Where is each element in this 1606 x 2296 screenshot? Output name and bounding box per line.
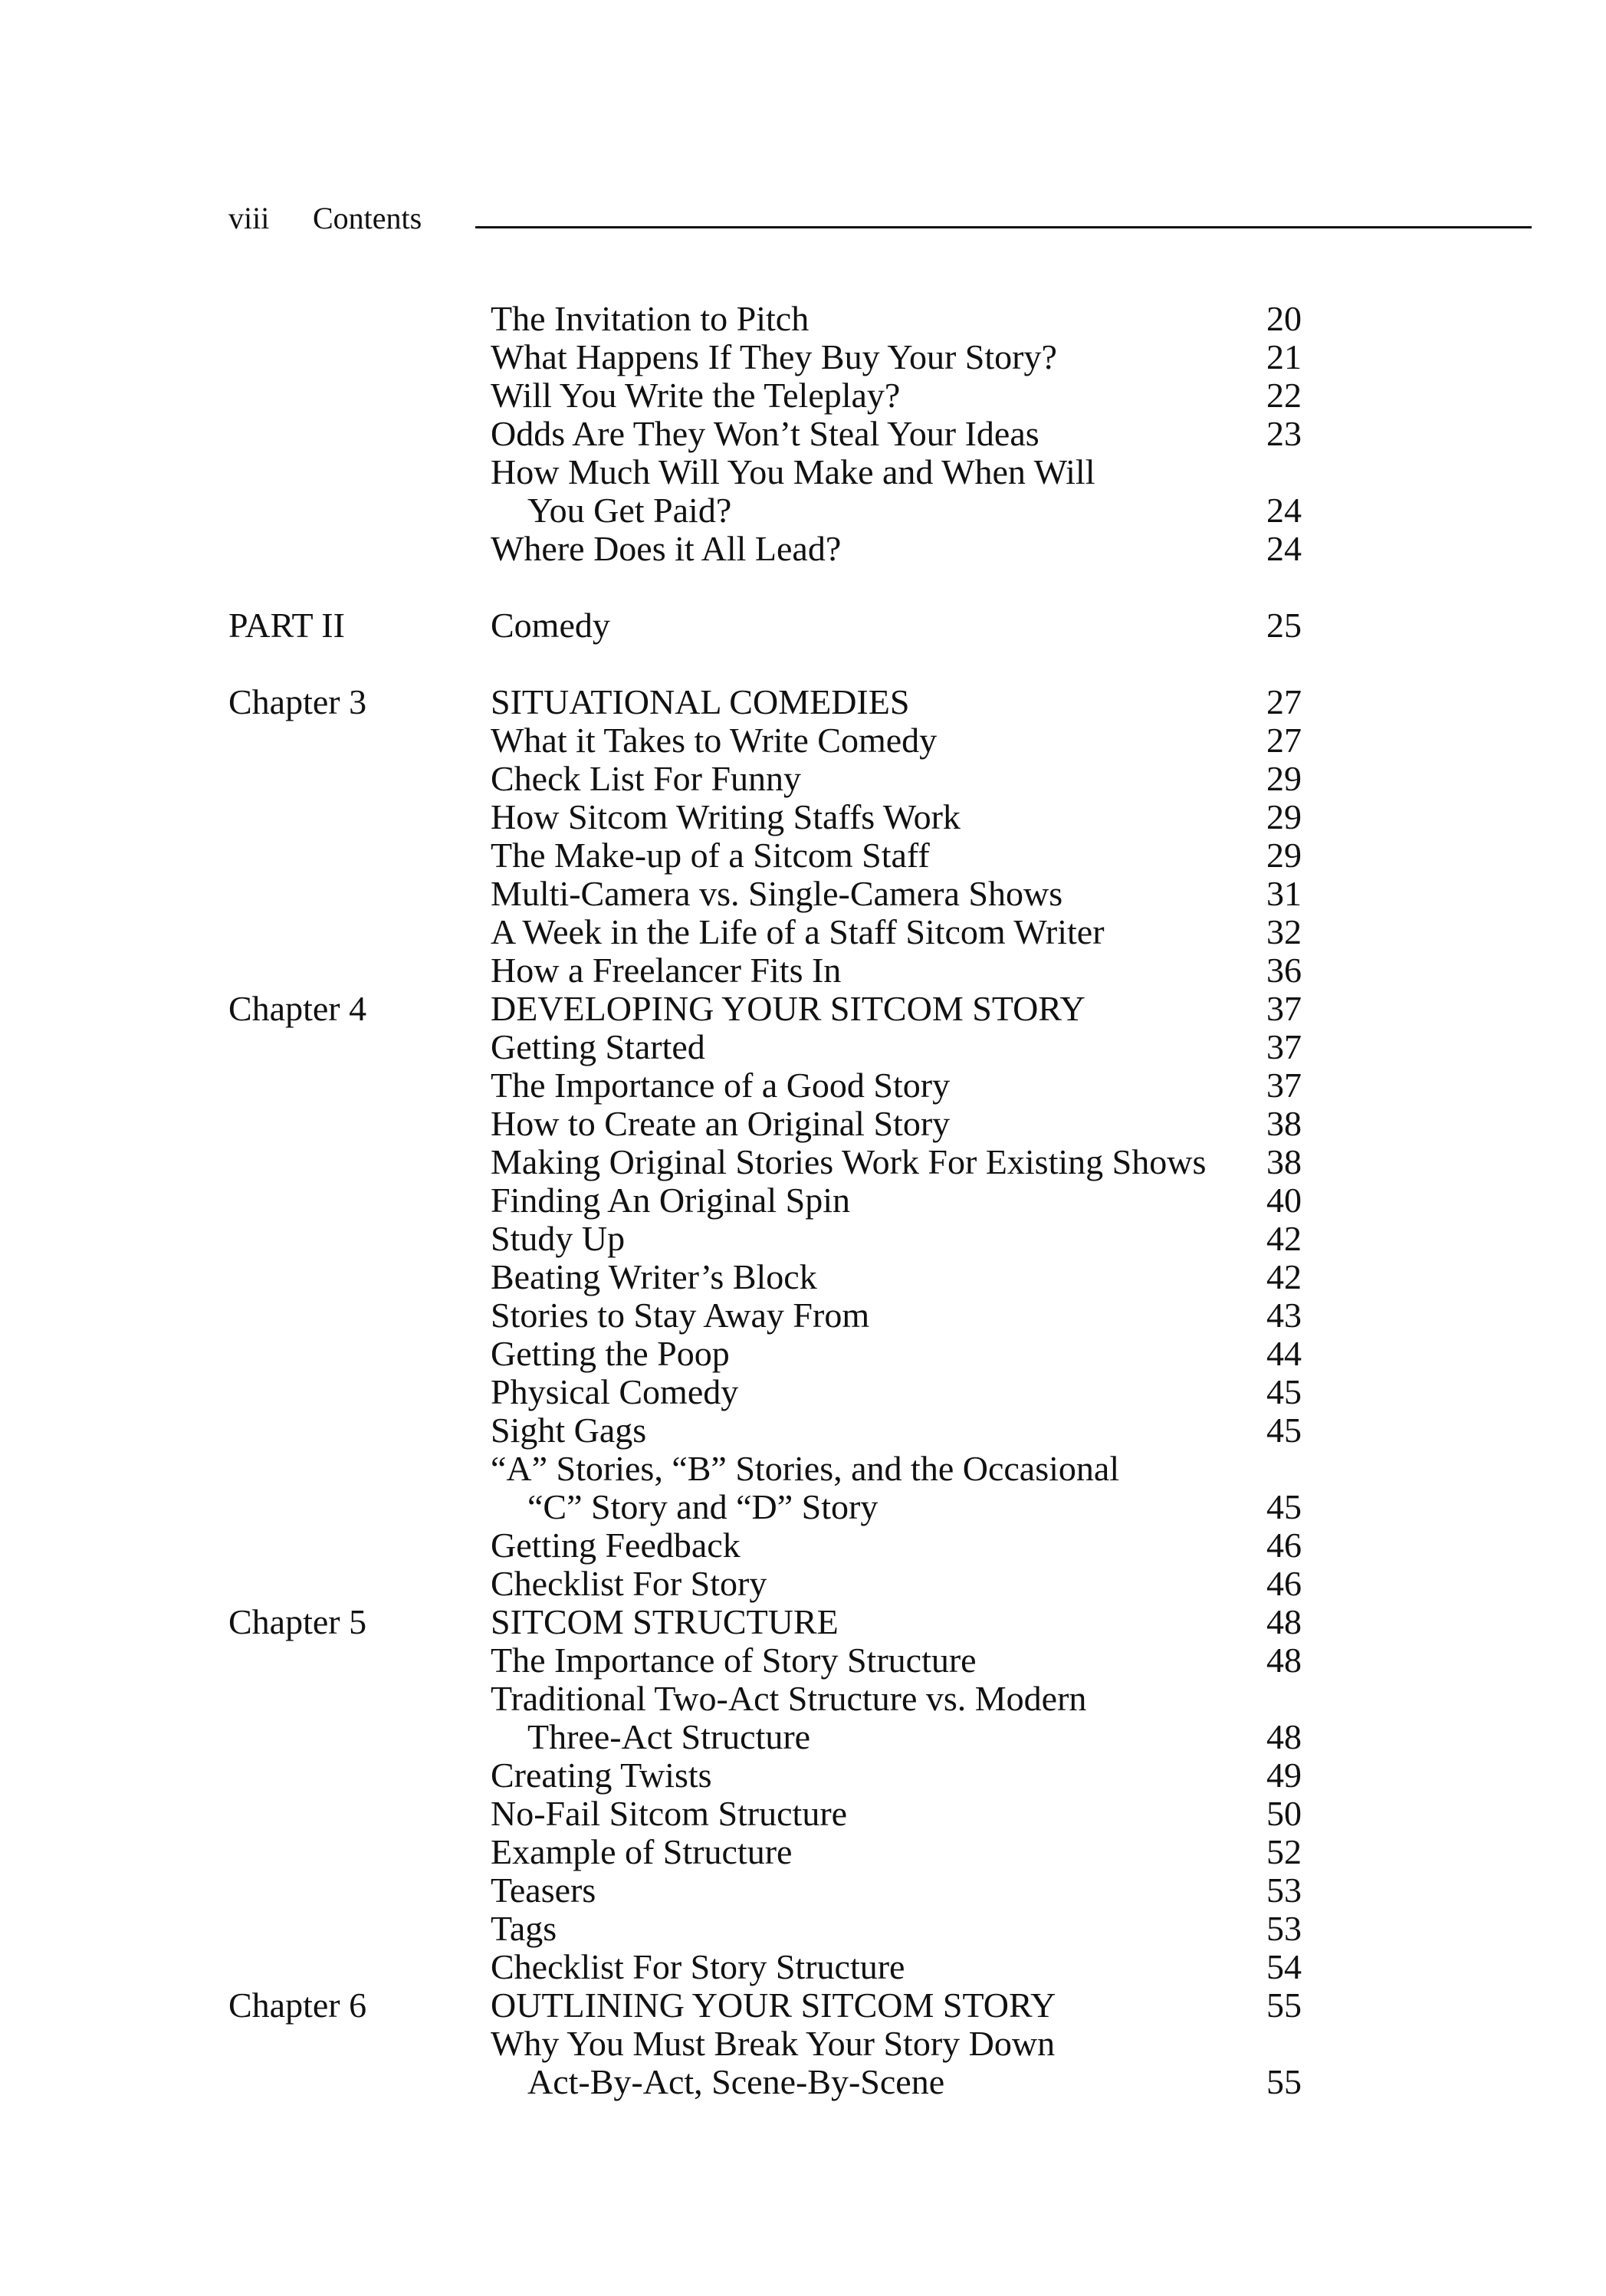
toc-entry-title: Making Original Stories Work For Existing Shows	[491, 1142, 1207, 1181]
toc-entry-title: How Much Will You Make and When Will	[491, 452, 1095, 491]
toc-page-number: 37	[1266, 989, 1302, 1028]
page-number: viii	[228, 201, 270, 235]
toc-page-number: 31	[1266, 874, 1302, 913]
toc-page-number: 37	[1266, 1027, 1302, 1066]
toc-entry-title: “C” Story and “D” Story	[527, 1487, 879, 1526]
toc-section-label: Chapter 6	[228, 1986, 367, 2025]
toc-page-number: 53	[1266, 1871, 1302, 1910]
toc-entry	[228, 1066, 1302, 1105]
toc-entry-title: The Importance of Story Structure	[491, 1641, 977, 1680]
toc-entry	[228, 1296, 1302, 1335]
toc-entry-title: Comedy	[491, 606, 610, 645]
toc-entry	[228, 913, 1302, 951]
toc-page-number: 27	[1266, 682, 1302, 721]
toc-page-number: 55	[1266, 2062, 1302, 2101]
toc-entry	[228, 798, 1302, 836]
toc-section-label: Chapter 3	[228, 682, 367, 721]
table-of-contents	[228, 300, 1302, 2101]
toc-page-number: 29	[1266, 759, 1302, 798]
toc-entry	[228, 1526, 1302, 1565]
toc-entry-title: What Happens If They Buy Your Story?	[491, 337, 1057, 376]
toc-entry-title: How Sitcom Writing Staffs Work	[491, 797, 961, 836]
toc-entry-title: Example of Structure	[491, 1832, 793, 1871]
toc-entry	[228, 1258, 1302, 1296]
toc-entry	[228, 1373, 1302, 1411]
toc-entry	[228, 300, 1302, 338]
toc-page-number: 48	[1266, 1641, 1302, 1680]
toc-page-number: 53	[1266, 1909, 1302, 1948]
toc-entry	[228, 1833, 1302, 1871]
toc-entry-title: Three-Act Structure	[527, 1717, 811, 1756]
toc-entry-title: Finding An Original Spin	[491, 1181, 850, 1220]
toc-page-number: 42	[1266, 1257, 1302, 1296]
toc-page-number: 29	[1266, 797, 1302, 836]
toc-entry-title: Physical Comedy	[491, 1372, 739, 1411]
toc-entry	[228, 2025, 1302, 2063]
toc-page-number: 45	[1266, 1487, 1302, 1526]
toc-entry	[228, 1143, 1302, 1181]
toc-page-number: 29	[1266, 836, 1302, 875]
toc-entry-title: The Invitation to Pitch	[491, 299, 810, 338]
toc-entry-title: Act-By-Act, Scene-By-Scene	[527, 2062, 945, 2101]
toc-entry-title: Checklist For Story	[491, 1564, 767, 1603]
toc-page-number: 40	[1266, 1181, 1302, 1220]
toc-entry-title: SITCOM STRUCTURE	[491, 1602, 839, 1641]
toc-page-number: 42	[1266, 1219, 1302, 1258]
toc-entry	[228, 1411, 1302, 1450]
toc-page-number: 38	[1266, 1142, 1302, 1181]
toc-page-number: 45	[1266, 1411, 1302, 1450]
toc-entry-title: SITUATIONAL COMEDIES	[491, 682, 910, 721]
toc-entry	[228, 1220, 1302, 1258]
toc-entry-title: Multi-Camera vs. Single-Camera Shows	[491, 874, 1063, 913]
toc-page-number: 43	[1266, 1296, 1302, 1335]
toc-page-number: 36	[1266, 951, 1302, 990]
toc-entry	[228, 415, 1302, 453]
toc-entry-title: A Week in the Life of a Staff Sitcom Writer	[491, 912, 1105, 951]
toc-entry-title: Traditional Two-Act Structure vs. Modern	[491, 1679, 1087, 1718]
toc-entry-title: Odds Are They Won’t Steal Your Ideas	[491, 414, 1039, 453]
toc-entry	[228, 1028, 1302, 1066]
toc-entry	[228, 376, 1302, 415]
toc-page-number: 37	[1266, 1066, 1302, 1105]
toc-entry	[228, 760, 1302, 798]
toc-entry	[228, 721, 1302, 760]
toc-entry	[228, 491, 1302, 530]
toc-entry	[228, 1910, 1302, 1948]
toc-entry	[228, 1948, 1302, 1986]
page-header	[228, 195, 1302, 241]
toc-entry	[228, 1181, 1302, 1220]
toc-entry-title: DEVELOPING YOUR SITCOM STORY	[491, 989, 1085, 1028]
toc-entry	[228, 1718, 1302, 1756]
toc-entry-title: Getting the Poop	[491, 1334, 730, 1373]
toc-entry	[228, 1603, 1302, 1641]
toc-entry-title: Check List For Funny	[491, 759, 802, 798]
toc-page-number: 44	[1266, 1334, 1302, 1373]
toc-entry	[228, 1756, 1302, 1795]
toc-entry-title: Getting Started	[491, 1027, 705, 1066]
toc-entry	[228, 1680, 1302, 1718]
toc-page-number: 24	[1266, 529, 1302, 568]
toc-entry	[228, 1641, 1302, 1680]
toc-entry-title: Beating Writer’s Block	[491, 1257, 817, 1296]
toc-entry	[228, 1335, 1302, 1373]
toc-entry	[228, 1986, 1302, 2025]
toc-entry-title: Where Does it All Lead?	[491, 529, 842, 568]
toc-entry-title: Teasers	[491, 1871, 596, 1910]
toc-entry-title: Creating Twists	[491, 1756, 712, 1795]
toc-page-number: 22	[1266, 376, 1302, 415]
toc-entry	[228, 1871, 1302, 1910]
toc-entry-title: “A” Stories, “B” Stories, and the Occasional	[491, 1449, 1120, 1488]
toc-entry-title: The Importance of a Good Story	[491, 1066, 951, 1105]
toc-entry-title: How to Create an Original Story	[491, 1104, 951, 1143]
toc-entry	[228, 1565, 1302, 1603]
toc-entry-title: Why You Must Break Your Story Down	[491, 2024, 1056, 2063]
toc-entry	[228, 530, 1302, 568]
toc-entry-title: Checklist For Story Structure	[491, 1947, 905, 1986]
toc-entry	[228, 836, 1302, 875]
toc-section-label: PART II	[228, 606, 345, 645]
toc-page-number: 27	[1266, 721, 1302, 760]
toc-entry-title: Will You Write the Teleplay?	[491, 376, 901, 415]
toc-page-number: 45	[1266, 1372, 1302, 1411]
toc-page-number: 52	[1266, 1832, 1302, 1871]
header-rule	[475, 226, 1532, 228]
toc-page-number: 38	[1266, 1104, 1302, 1143]
toc-page-number: 54	[1266, 1947, 1302, 1986]
toc-entry	[228, 1450, 1302, 1488]
toc-entry	[228, 683, 1302, 721]
toc-section-label: Chapter 4	[228, 989, 367, 1028]
toc-entry-title: Sight Gags	[491, 1411, 647, 1450]
toc-entry	[228, 2063, 1302, 2101]
toc-page-number: 46	[1266, 1564, 1302, 1603]
toc-entry-title: Study Up	[491, 1219, 626, 1258]
toc-entry	[228, 990, 1302, 1028]
toc-entry-title: Tags	[491, 1909, 557, 1948]
toc-entry	[228, 1488, 1302, 1526]
toc-entry	[228, 951, 1302, 990]
toc-page-number: 46	[1266, 1526, 1302, 1565]
toc-page-number: 55	[1266, 1986, 1302, 2025]
toc-page-number: 49	[1266, 1756, 1302, 1795]
toc-page-number: 24	[1266, 491, 1302, 530]
toc-entry-title: What it Takes to Write Comedy	[491, 721, 938, 760]
toc-entry	[228, 453, 1302, 491]
toc-entry-title: How a Freelancer Fits In	[491, 951, 842, 990]
toc-entry	[228, 875, 1302, 913]
toc-entry-title: You Get Paid?	[527, 491, 732, 530]
toc-entry-title: OUTLINING YOUR SITCOM STORY	[491, 1986, 1056, 2025]
toc-entry	[228, 1105, 1302, 1143]
toc-page-number: 50	[1266, 1794, 1302, 1833]
toc-page-number: 48	[1266, 1717, 1302, 1756]
toc-section-label: Chapter 5	[228, 1602, 367, 1641]
toc-entry	[228, 606, 1302, 645]
toc-page-number: 20	[1266, 299, 1302, 338]
toc-entry-title: The Make-up of a Sitcom Staff	[491, 836, 930, 875]
toc-page-number: 48	[1266, 1602, 1302, 1641]
toc-page-number: 23	[1266, 414, 1302, 453]
toc-page-number: 21	[1266, 337, 1302, 376]
toc-entry-title: Stories to Stay Away From	[491, 1296, 870, 1335]
toc-page-number: 32	[1266, 912, 1302, 951]
running-head: Contents	[313, 201, 422, 235]
toc-page-number: 25	[1266, 606, 1302, 645]
toc-entry	[228, 1795, 1302, 1833]
toc-entry	[228, 338, 1302, 376]
toc-entry-title: No-Fail Sitcom Structure	[491, 1794, 848, 1833]
toc-entry-title: Getting Feedback	[491, 1526, 741, 1565]
